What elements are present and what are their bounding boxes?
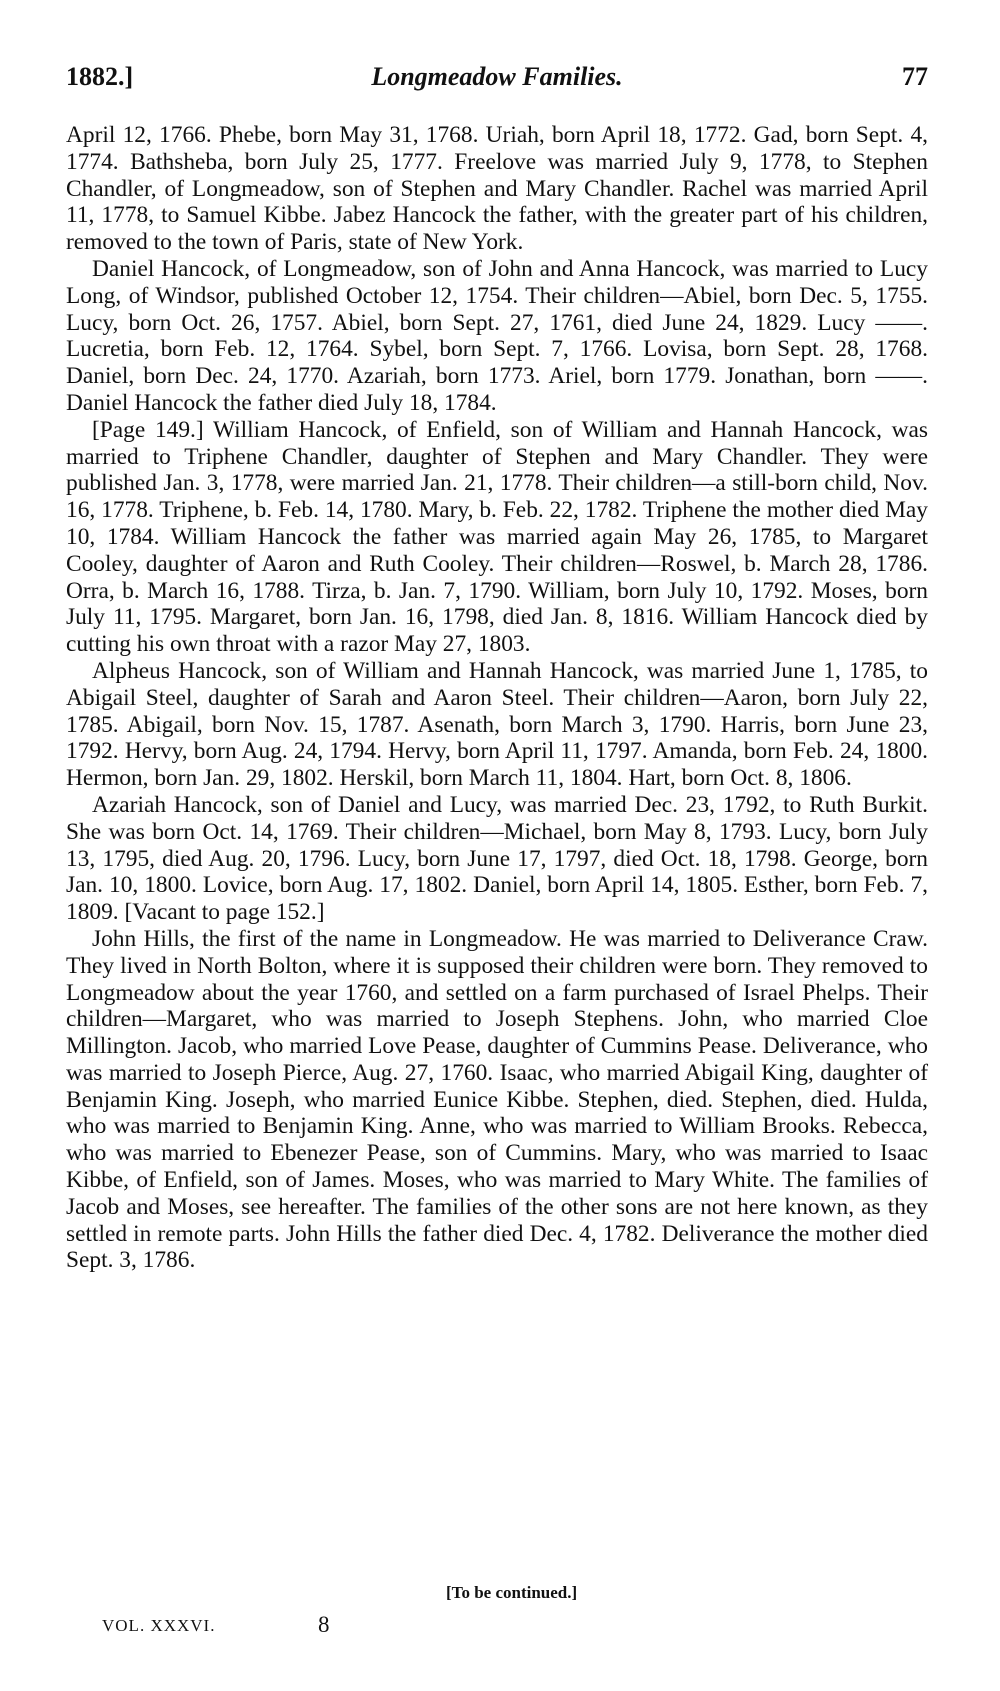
paragraph-daniel-hancock: Daniel Hancock, of Longmeadow, son of John and Anna Hancock, was married to Lucy Long, of Windsor, published October 12, 1754. Their children—Abiel, born Dec. 5, 1755. Lucy, born Oct. 26, 1757. Abiel, born Sept. 27, 1761, died June 24, 1829. Lucy ——. Lucretia, born Feb. 12, 1764. Sybel, born Sept. 7, 1766. Lovisa, born Sept. 28, 1768. Daniel, born Dec. 24, 1770. Azariah, born 1773. Ariel, born 1779. Jonathan, born ——. Daniel Hancock the father died July 18, 1784. bbox=[66, 255, 928, 416]
continued-note: [To be continued.] bbox=[446, 1583, 578, 1602]
body-text bbox=[66, 122, 928, 1274]
paragraph-continuation: April 12, 1766. Phebe, born May 31, 1768. Uriah, born April 18, 1772. Gad, born Sept. 4, 1774. Bathsheba, born July 25, 1777. Freelove was married July 9, 1778, to Stephen Chandler, of Longmeadow, son of Stephen and Mary Chandler. Rachel was married April 11, 1778, to Samuel Kibbe. Jabez Hancock the father, with the greater part of his children, removed to the town of Paris, state of New York. bbox=[66, 122, 928, 256]
page-footer bbox=[66, 1612, 928, 1642]
header-year: 1882.] bbox=[66, 62, 134, 91]
paragraph-william-hancock: [Page 149.] William Hancock, of Enfield, son of William and Hannah Hancock, was married to Triphene Chandler, daughter of Stephen and Mary Chandler. They were published Jan. 3, 1778, were married Jan. 21, 1778. Their children—a still-born child, Nov. 16, 1778. Triphene, b. Feb. 14, 1780. Mary, b. Feb. 22, 1782. Triphene the mother died May 10, 1784. William Hancock the father was married again May 26, 1785, to Margaret Cooley, daughter of Aaron and Ruth Cooley. Their children—Roswel, b. March 28, 1786. Orra, b. March 16, 1788. Tirza, b. Jan. 7, 1790. William, born July 10, 1792. Moses, born July 11, 1795. Margaret, born Jan. 16, 1798, died Jan. 8, 1816. William Hancock died by cutting his own throat with a razor May 27, 1803. bbox=[66, 416, 928, 658]
paragraph-john-hills: John Hills, the first of the name in Longmeadow. He was married to Deliverance Craw. They lived in North Bolton, where it is supposed their children were born. They removed to Longmeadow about the year 1760, and settled on a farm purchased of Israel Phelps. Their children—Margaret, who was married to Joseph Stephens. John, who married Cloe Millington. Jacob, who married Love Pease, daughter of Cummins Pease. Deliverance, who was married to Joseph Pierce, Aug. 27, 1760. Isaac, who married Abigail King, daughter of Benjamin King. Joseph, who married Eunice Kibbe. Stephen, died. Stephen, died. Hulda, who was married to Benjamin King. Anne, who was married to William Brooks. Rebecca, who was married to Ebenezer Pease, son of Cummins. Mary, who was married to Isaac Kibbe, of Enfield, son of James. Moses, who was married to Mary White. The families of Jacob and Moses, see hereafter. The families of the other sons are not here known, as they settled in remote parts. John Hills the father died Dec. 4, 1782. Deliverance the mother died Sept. 3, 1786. bbox=[66, 925, 928, 1274]
footer-volume: VOL. XXXVI. bbox=[102, 1616, 216, 1635]
paragraph-alpheus-hancock: Alpheus Hancock, son of William and Hannah Hancock, was married June 1, 1785, to Abigail Steel, daughter of Sarah and Aaron Steel. Their children—Aaron, born July 22, 1785. Abigail, born Nov. 15, 1787. Asenath, born March 3, 1790. Harris, born June 23, 1792. Hervy, born Aug. 24, 1794. Hervy, born April 11, 1797. Amanda, born Feb. 24, 1800. Hermon, born Jan. 29, 1802. Herskil, born March 11, 1804. Hart, born Oct. 8, 1806. bbox=[66, 657, 928, 792]
header-title: Longmeadow Families. bbox=[371, 62, 623, 91]
running-header bbox=[66, 62, 928, 102]
header-page-number: 77 bbox=[902, 62, 928, 91]
footer-signature: 8 bbox=[318, 1612, 330, 1637]
paragraph-azariah-hancock: Azariah Hancock, son of Daniel and Lucy, was married Dec. 23, 1792, to Ruth Burkit. She was born Oct. 14, 1769. Their children—Michael, born May 8, 1793. Lucy, born July 13, 1795, died Aug. 20, 1796. Lucy, born June 17, 1797, died Oct. 18, 1798. George, born Jan. 10, 1800. Lovice, born Aug. 17, 1802. Daniel, born April 14, 1805. Esther, born Feb. 7, 1809. [Vacant to page 152.] bbox=[66, 791, 928, 926]
document-page bbox=[66, 0, 928, 1691]
